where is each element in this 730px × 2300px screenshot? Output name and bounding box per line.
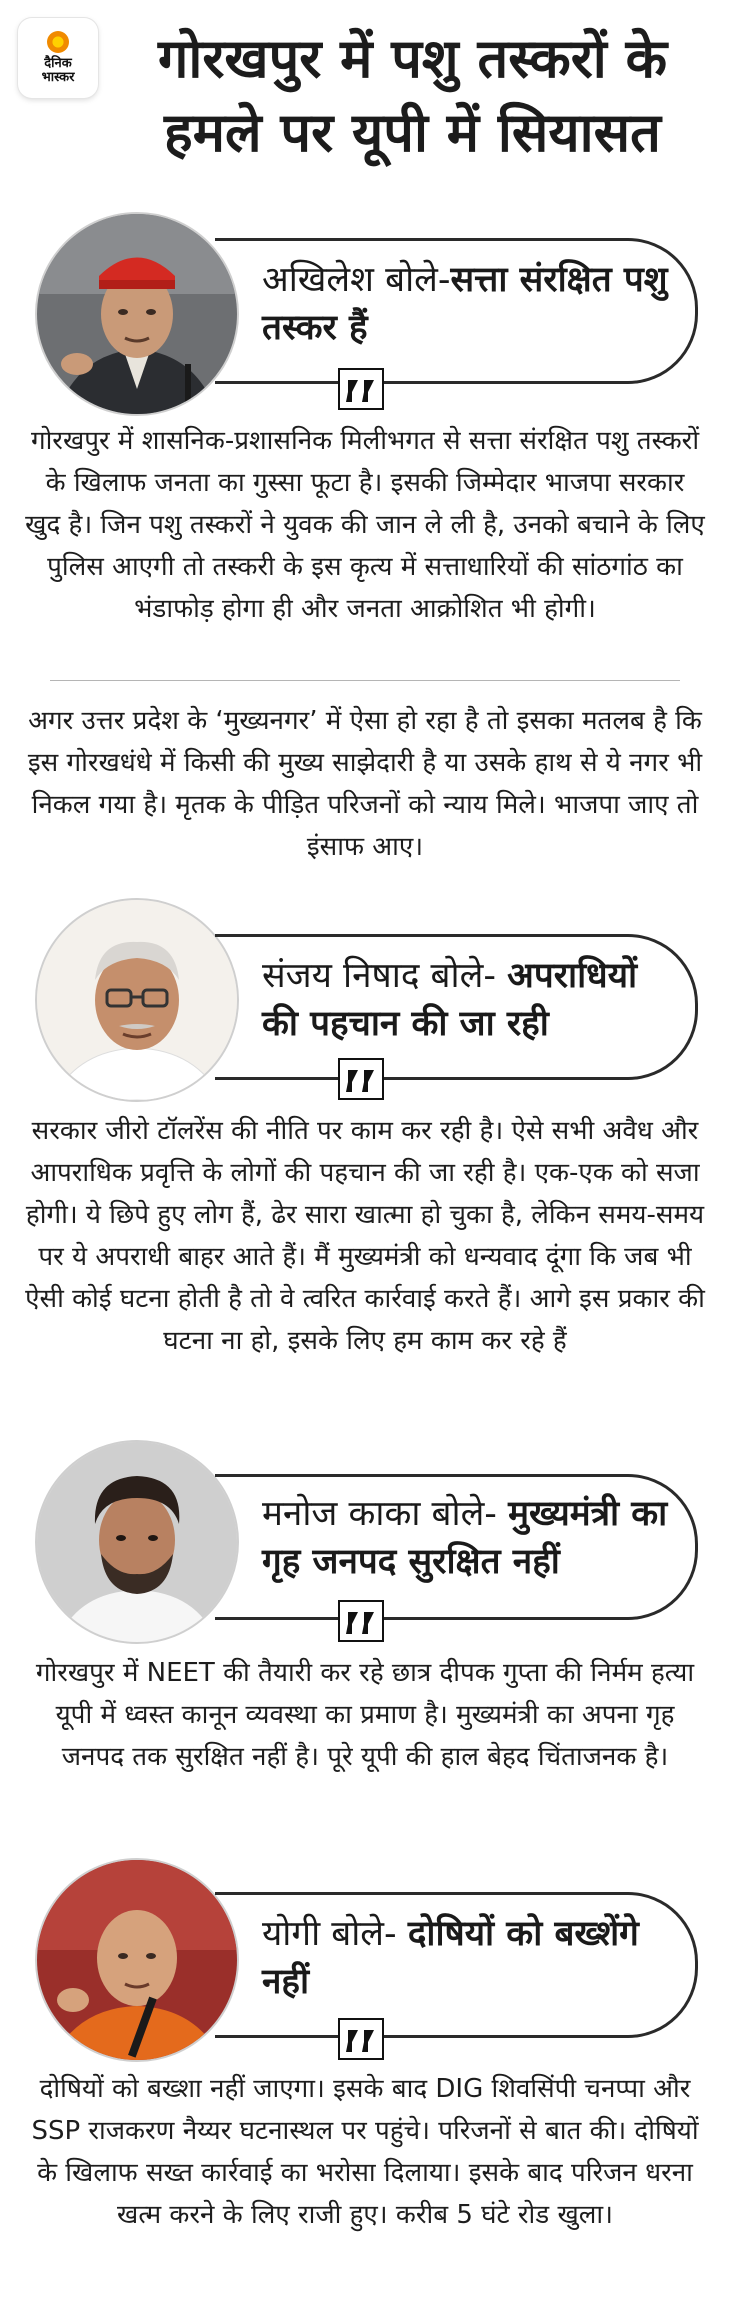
portrait-akhilesh-illustration xyxy=(37,214,237,414)
sun-logo-icon xyxy=(47,31,69,53)
portrait-manoj-kaka-illustration xyxy=(37,1442,237,1642)
speaker-quote: अपराधियों की पहचान की जा रही xyxy=(262,956,638,1044)
speaker-heading-manoj-kaka xyxy=(262,1490,682,1586)
quote-mark-icon xyxy=(338,2018,384,2060)
quote-mark-icon xyxy=(338,1600,384,1642)
speaker-name: अखिलेश बोले- xyxy=(262,260,451,300)
quote-mark-icon xyxy=(338,368,384,410)
quote-paragraph: गोरखपुर में NEET की तैयारी कर रहे छात्र दीपक गुप्ता की निर्मम हत्या यूपी में ध्वस्त कानून व्यवस्था का प्रमाण है। मुख्यमंत्री का अपना गृह जनपद तक सुरक्षित नहीं है। पूरे यूपी की हाल बेहद चिंताजनक है। xyxy=(35,1658,695,1772)
speaker-heading-akhilesh xyxy=(262,256,682,352)
speaker-name: संजय निषाद बोले- xyxy=(262,956,496,996)
speaker-heading-sanjay-nishad xyxy=(262,952,682,1048)
speaker-name: मनोज काका बोले- xyxy=(262,1494,497,1534)
avatar-yogi xyxy=(35,1858,239,2062)
quote-paragraph: अगर उत्तर प्रदेश के ‘मुख्यनगर’ में ऐसा हो रहा है तो इसका मतलब है कि इस गोरखधंधे में किसी की मुख्य साझेदारी है या उसके हाथ से ये नगर भी निकल गया है। मृतक के पीड़ित परिजनों को न्याय मिले। भाजपा जाए तो इंसाफ आए। xyxy=(27,706,703,862)
quote-paragraph: दोषियों को बख्शा नहीं जाएगा। इसके बाद DIG शिवसिंपी चनप्पा और SSP राजकरण नैय्यर घटनास्थल पर पहुंचे। परिजनों से बात की। दोषियों के खिलाफ सख्त कार्रवाई का भरोसा दिलाया। इसके बाद परिजन धरना खत्म करने के लिए राजी हुए। करीब 5 घंटे रोड खुला। xyxy=(31,2074,699,2230)
avatar-akhilesh xyxy=(35,212,239,416)
quote-paragraph: गोरखपुर में शासनिक-प्रशासनिक मिलीभगत से सत्ता संरक्षित पशु तस्करों के खिलाफ जनता का गुस्सा फूटा है। इसकी जिम्मेदार भाजपा सरकार खुद है। जिन पशु तस्करों ने युवक की जान ले ली है, उनको बचाने के लिए पुलिस आएगी तो तस्करी के इस कृत्य में सत्ताधारियों की सांठगांठ का भंडाफोड़ होगा ही और जनता आक्रोशित भी होगी। xyxy=(25,426,705,624)
speaker-quote: दोषियों को बख्शेंगे नहीं xyxy=(262,1914,639,2002)
divider xyxy=(50,680,680,681)
logo-text-line2: भास्कर xyxy=(41,70,75,85)
dainik-bhaskar-logo xyxy=(18,18,98,98)
quote-mark-icon xyxy=(338,1058,384,1100)
speaker-name: योगी बोले- xyxy=(262,1914,397,1954)
avatar-sanjay-nishad xyxy=(35,898,239,1102)
avatar-manoj-kaka xyxy=(35,1440,239,1644)
speaker-quote: सत्ता संरक्षित पशु तस्कर हैं xyxy=(262,260,668,348)
portrait-sanjay-nishad-illustration xyxy=(37,900,237,1100)
speaker-quote: मुख्यमंत्री का गृह जनपद सुरक्षित नहीं xyxy=(262,1494,668,1582)
portrait-yogi-illustration xyxy=(37,1860,237,2060)
page-headline: गोरखपुर में पशु तस्करों के हमले पर यूपी में सियासत xyxy=(157,27,668,164)
quote-paragraph: सरकार जीरो टॉलरेंस की नीति पर काम कर रही है। ऐसे सभी अवैध और आपराधिक प्रवृत्ति के लोगों की पहचान की जा रही है। एक-एक को सजा होगी। ये छिपे हुए लोग हैं, ढेर सारा खात्मा हो चुका है, लेकिन समय-समय पर ये अपराधी बाहर आते हैं। मैं मुख्यमंत्री को धन्यवाद दूंगा कि जब भी ऐसी कोई घटना होती है तो वे त्वरित कार्रवाई करते हैं। आगे इस प्रकार की घटना ना हो, इसके लिए हम काम कर रहे हैं xyxy=(25,1116,705,1356)
speaker-heading-yogi xyxy=(262,1910,682,2006)
logo-text-line1: दैनिक xyxy=(44,56,72,71)
